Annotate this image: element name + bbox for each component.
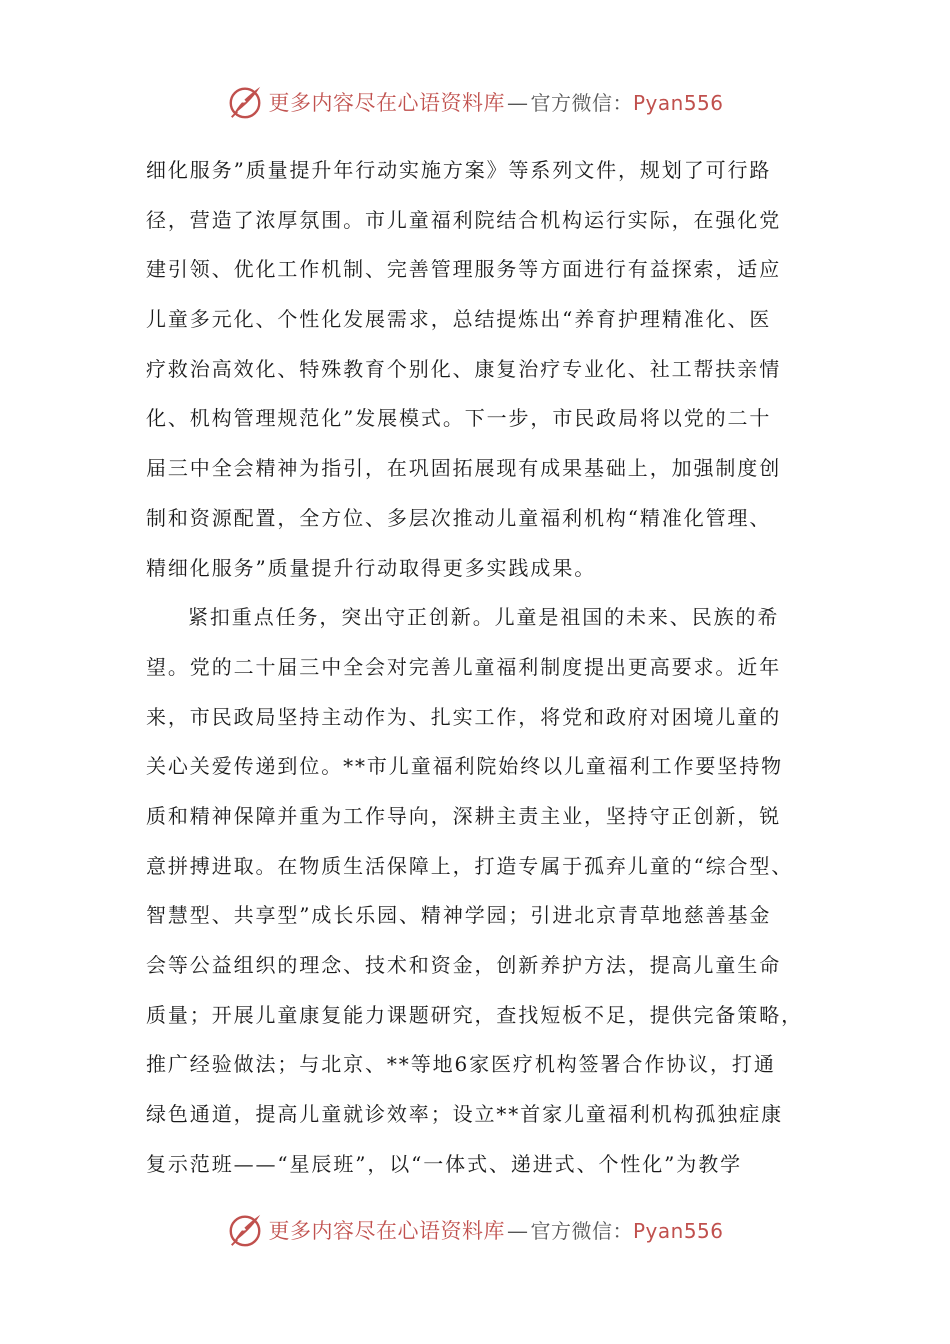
text-line: 意拼搏进取。在物质生活保障上，打造专属于孤弃儿童的“综合型、 xyxy=(146,853,794,878)
footer-banner xyxy=(0,1208,950,1252)
text-line: 儿童多元化、个性化发展需求，总结提炼出“养育护理精准化、医 xyxy=(146,307,772,332)
text-line: 细化服务”质量提升年行动实施方案》等系列文件，规划了可行路 xyxy=(146,158,772,182)
text-line: 届三中全会精神为指引，在巩固拓展现有成果基础上，加强制度创 xyxy=(146,456,782,481)
banner-wechat-label: 官方微信： xyxy=(530,1219,633,1243)
header-banner xyxy=(0,80,950,124)
text-line: 智慧型、共享型”成长乐园、精神学园；引进北京青草地慈善基金 xyxy=(146,903,772,928)
paragraph-start-line: 紧扣重点任务，突出守正创新。儿童是祖国的未来、民族的希 xyxy=(188,605,780,630)
text-line: 来，市民政局坚持主动作为、扎实工作，将党和政府对困境儿童的 xyxy=(146,704,782,729)
quill-seal-icon xyxy=(226,83,264,121)
banner-dash: — xyxy=(506,1219,529,1243)
banner-text xyxy=(268,87,723,117)
text-line: 建引领、优化工作机制、完善管理服务等方面进行有益探索，适应 xyxy=(146,257,782,282)
banner-wechat-label: 官方微信： xyxy=(530,91,633,115)
text-line: 绿色通道，提高儿童就诊效率；设立**首家儿童福利机构孤独症康 xyxy=(146,1102,783,1127)
text-line: 质和精神保障并重为工作导向，深耕主责主业，坚持守正创新，锐 xyxy=(146,803,782,828)
quill-seal-icon xyxy=(226,1211,264,1249)
text-line: 化、机构管理规范化”发展模式。下一步，市民政局将以党的二十 xyxy=(146,406,772,431)
text-line: 复示范班——“星辰班”，以“一体式、递进式、个性化”为教学 xyxy=(146,1151,742,1176)
text-line: 质量；开展儿童康复能力课题研究，查找短板不足，提供完备策略， xyxy=(146,1002,803,1027)
text-line: 关心关爱传递到位。**市儿童福利院始终以儿童福利工作要坚持物 xyxy=(146,754,783,779)
document-body xyxy=(146,146,810,1189)
text-line: 望。党的二十届三中全会对完善儿童福利制度提出更高要求。近年 xyxy=(146,654,782,679)
text-line: 会等公益组织的理念、技术和资金，创新养护方法，提高儿童生命 xyxy=(146,953,782,977)
text-line: 疗救治高效化、特殊教育个别化、康复治疗专业化、社工帮扶亲情 xyxy=(146,356,782,381)
text-line: 推广经验做法；与北京、**等地6家医疗机构签署合作协议，打通 xyxy=(146,1052,776,1077)
text-line: 径，营造了浓厚氛围。市儿童福利院结合机构运行实际，在强化党 xyxy=(146,207,782,232)
banner-library-text: 更多内容尽在心语资料库 xyxy=(268,1219,505,1243)
banner-wechat-id: Pyan556 xyxy=(632,91,724,115)
text-line: 制和资源配置，全方位、多层次推动儿童福利机构“精准化管理、 xyxy=(146,505,772,530)
banner-dash: — xyxy=(506,91,529,115)
banner-library-text: 更多内容尽在心语资料库 xyxy=(268,91,505,115)
banner-wechat-id: Pyan556 xyxy=(632,1219,724,1243)
text-line: 精细化服务”质量提升行动取得更多实践成果。 xyxy=(146,555,597,580)
banner-text xyxy=(268,1215,723,1245)
